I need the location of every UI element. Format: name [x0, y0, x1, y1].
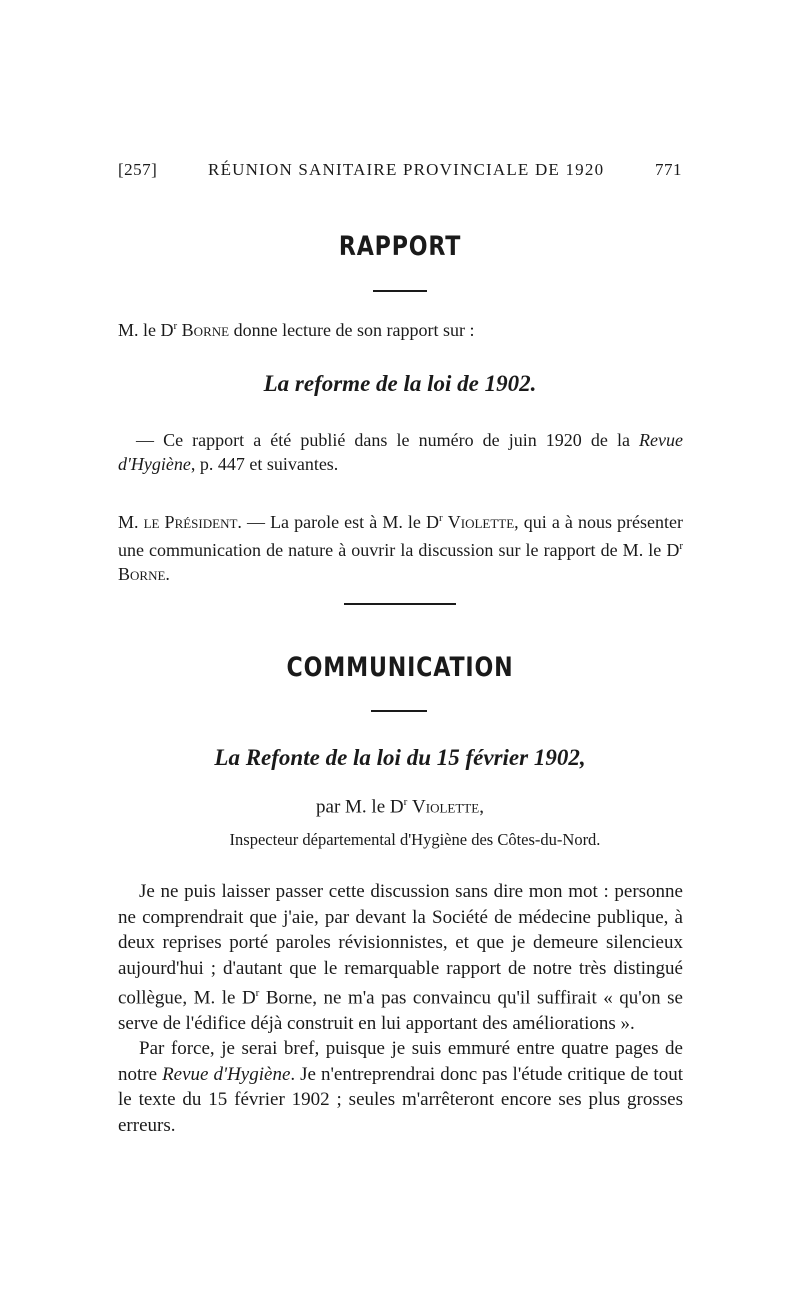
president-paragraph: M. le Président. — La parole est à M. le $D^r$ Violette, qui a à nous présenter une communication de nature à ouvrir la discussion sur le rapport de M. le $D^r$ Borne.: [118, 512, 684, 584]
rapport-subject: La reforme de la loi de 1902.: [263, 371, 537, 396]
communication-title: COMMUNICATION: [286, 652, 514, 683]
journal-title: Revue d'Hygiène: [162, 1063, 291, 1085]
communication-subject: La Refonte de la loi du 15 février 1902,: [214, 745, 586, 770]
rapport-title: RAPPORT: [338, 231, 462, 262]
rapport-intro: M. le $D^r$ Borne donne lecture de son rapport sur :: [118, 320, 475, 340]
running-title: RÉUNION SANITAIRE PROVINCIALE DE 1920: [208, 160, 605, 179]
communication-body: [118, 879, 683, 1138]
running-head: [118, 160, 682, 180]
author-name: Borne: [181, 320, 230, 340]
byline: par M. le $D^r$ Violette,: [316, 796, 484, 818]
paragraph-2: Par force, je serai bref, puisque je suis emmuré entre quatre pages de notre Revue d'Hygiène. Je n'entreprendrai donc pas l'étude critique de tout le texte du 15 février 1902 ; seules m'arrêteront encore ses plus grosses erreurs.: [118, 1038, 683, 1136]
rapport-note: — Ce rapport a été publié dans le numéro de juin 1920 de la Revue d'Hygiène, p. 447 et suivantes.: [118, 430, 684, 474]
affiliation: Inspecteur départemental d'Hygiène des Côtes-du-Nord.: [229, 830, 601, 849]
page-number: 771: [654, 160, 682, 179]
section-divider: [344, 603, 456, 605]
paragraph-1: Je ne puis laisser passer cette discussion sans dire mon mot : personne ne comprendrait que j'aie, par devant la Société de médecine publique, à deux reprises porté paroles révisionnistes, et que je demeure silencieux aujourd'hui ; d'autant que le remarquable rapport de notre très distingué collègue, M. le $D^r$ Borne, ne m'a pas convaincu qu'il suffirait « qu'on se serve de l'édifice déjà construit en lui apportant des améliorations ».: [118, 881, 683, 1034]
journal-title: Revue d'Hygiène: [118, 430, 684, 474]
communication-rule: [371, 710, 427, 712]
rapport-rule: [373, 290, 427, 292]
page-reference: [257]: [118, 160, 158, 179]
